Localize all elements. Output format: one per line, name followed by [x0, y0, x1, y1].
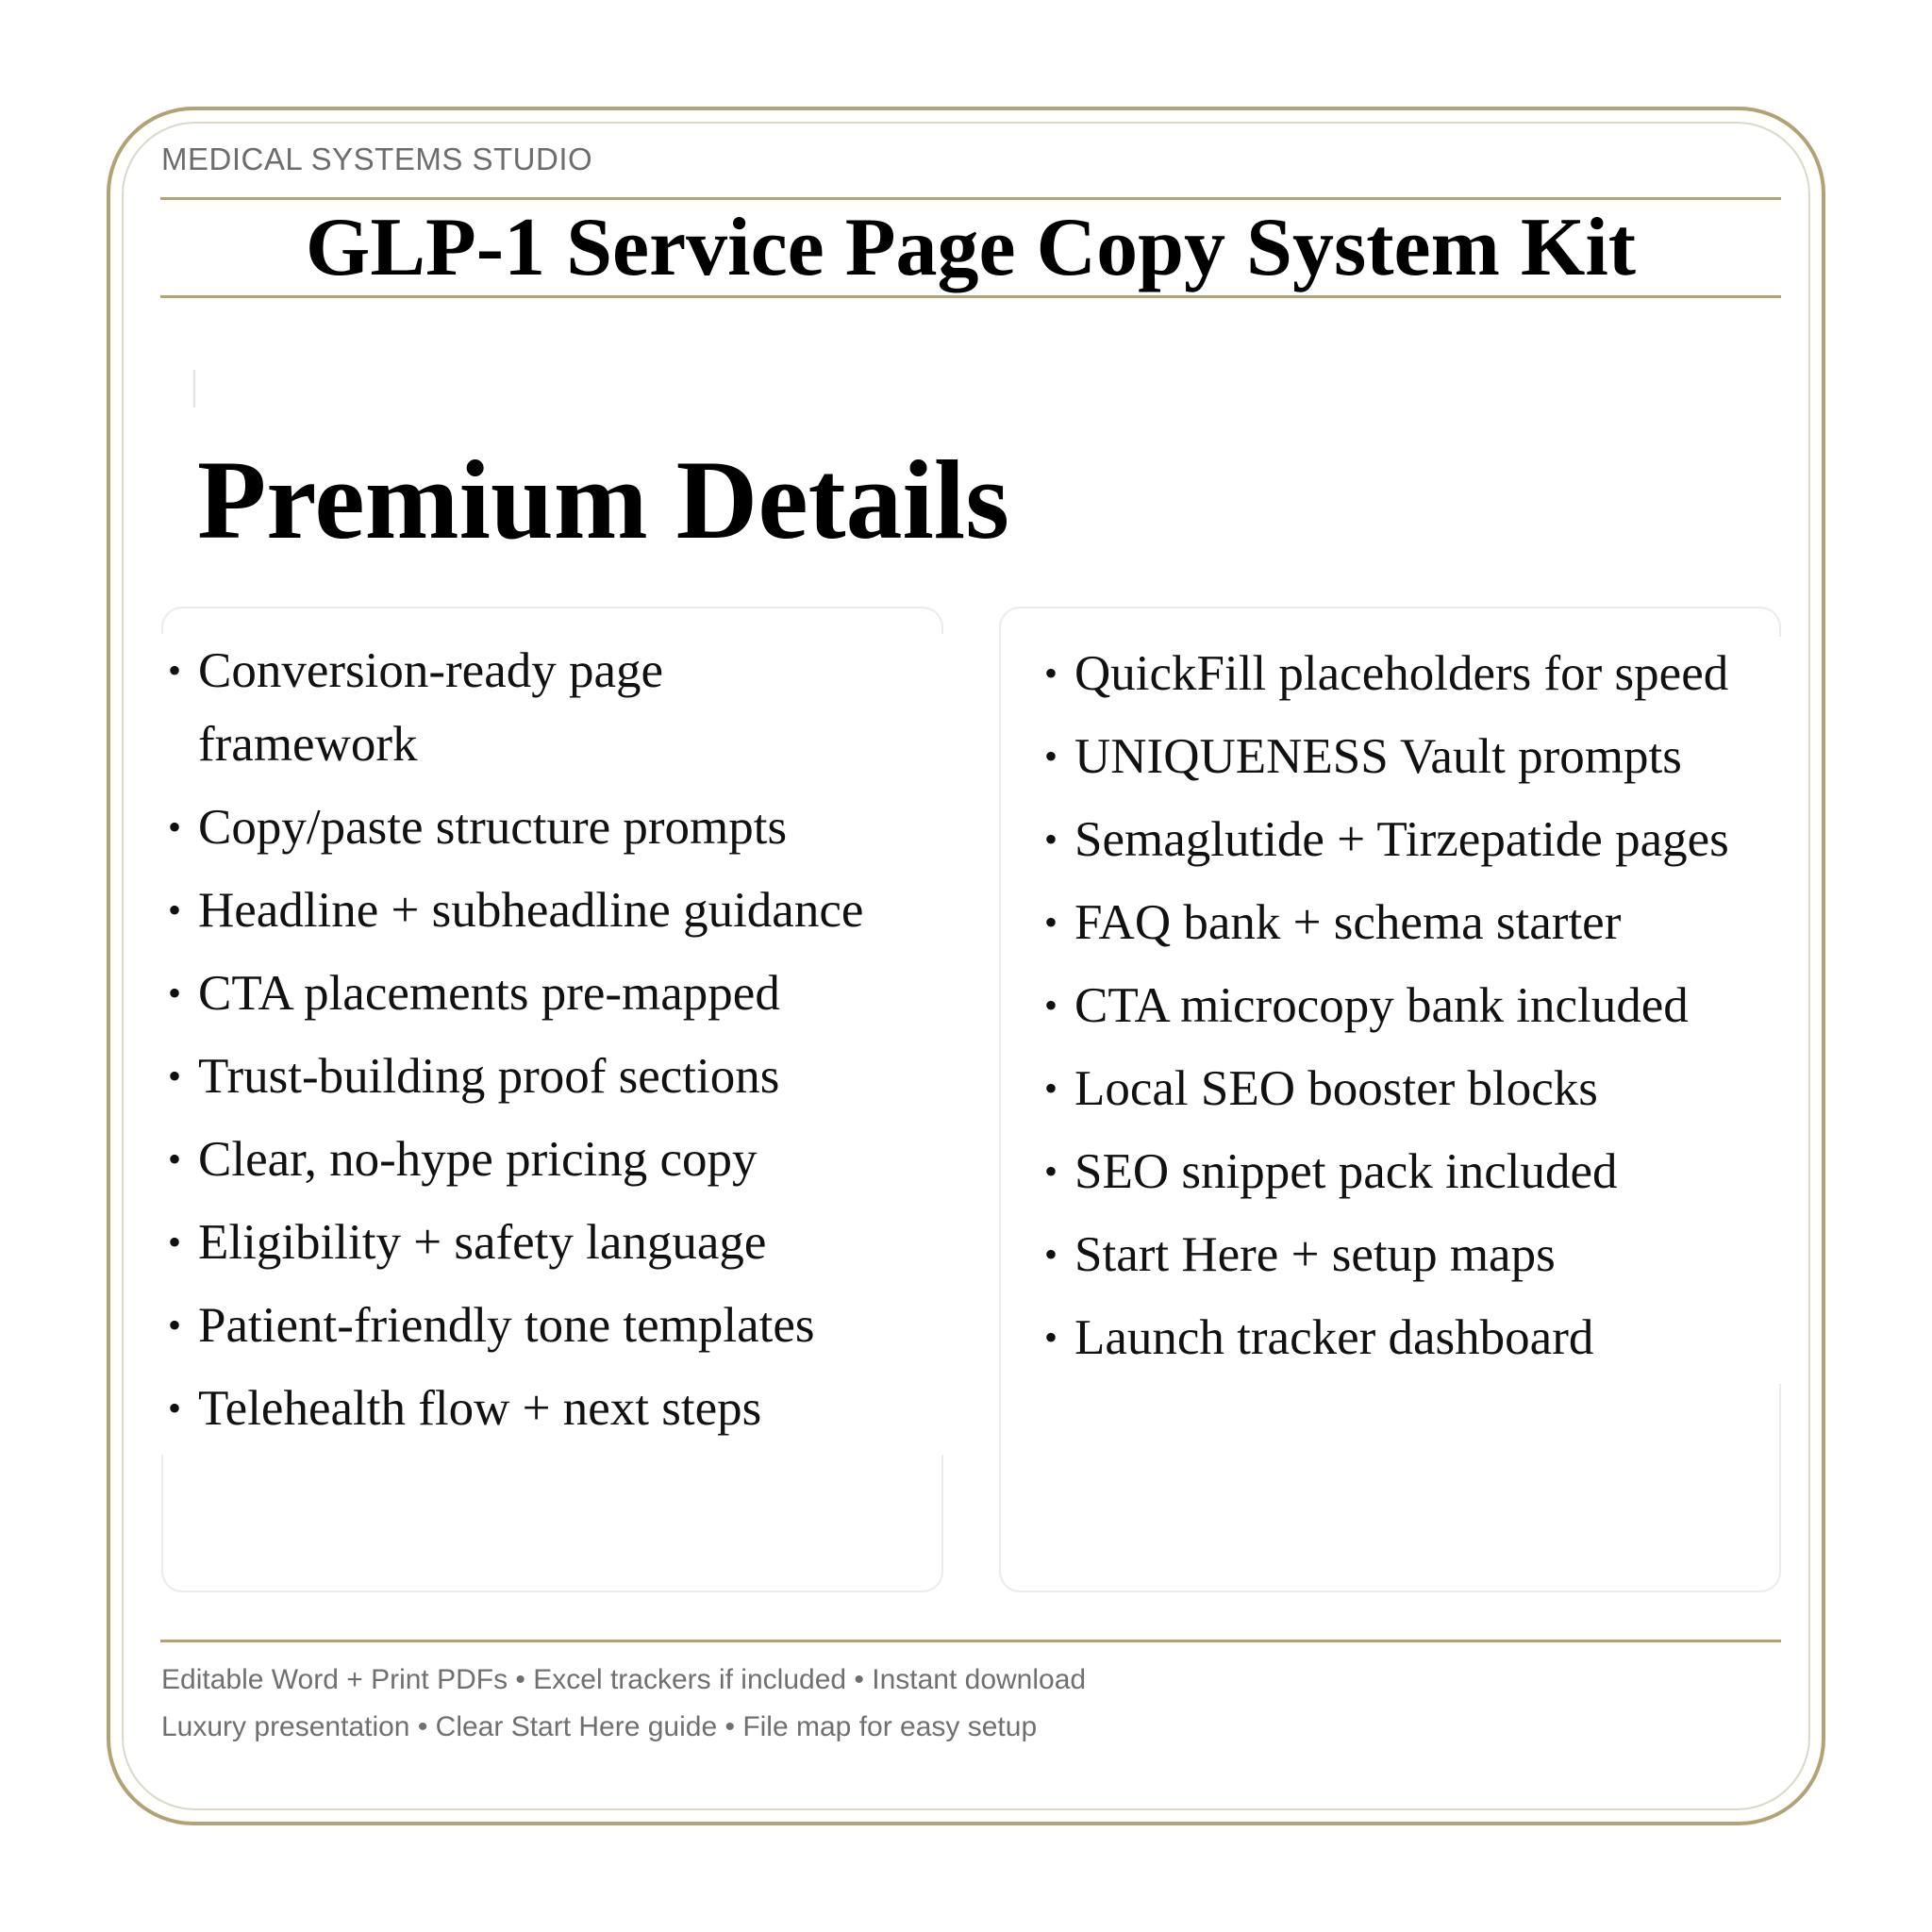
bullet-icon: •	[168, 1387, 182, 1429]
bullet-icon: •	[1044, 901, 1058, 943]
bullet-icon: •	[1044, 652, 1058, 694]
list-item	[1037, 1301, 1791, 1374]
footer-rule	[160, 1640, 1781, 1642]
bullet-icon: •	[168, 1055, 182, 1097]
list-item-text: Eligibility + safety language	[198, 1215, 767, 1270]
list-item-text: QuickFill placeholders for speed	[1074, 646, 1729, 701]
list-item	[1037, 1135, 1791, 1208]
list-item-text: CTA placements pre-mapped	[198, 966, 780, 1021]
bullet-icon: •	[1044, 1067, 1058, 1109]
title-rule-bottom	[160, 295, 1781, 298]
list-item	[1037, 886, 1791, 959]
list-item	[160, 1289, 948, 1362]
list-item-text: Semaglutide + Tirzepatide pages	[1074, 812, 1729, 867]
list-item	[160, 1040, 948, 1113]
list-item	[160, 874, 948, 947]
list-item-text: Patient-friendly tone templates	[198, 1298, 815, 1353]
list-item-text: UNIQUENESS Vault prompts	[1074, 729, 1682, 784]
bullet-icon: •	[1044, 1233, 1058, 1275]
footer-line-1: Editable Word + Print PDFs • Excel trackers if included • Instant download	[161, 1664, 1087, 1695]
footer-line-2: Luxury presentation • Clear Start Here guide • File map for easy setup	[161, 1711, 1038, 1742]
bullet-icon: •	[1044, 984, 1058, 1026]
list-item-text: Start Here + setup maps	[1074, 1227, 1556, 1282]
list-item	[160, 634, 783, 781]
list-item	[160, 1123, 948, 1196]
list-item	[160, 791, 948, 864]
list-item-text: Copy/paste structure prompts	[198, 800, 788, 855]
list-item-text: SEO snippet pack included	[1074, 1144, 1618, 1199]
bullet-icon: •	[168, 1138, 182, 1180]
list-item	[1037, 720, 1791, 793]
section-marker	[193, 370, 195, 408]
bullet-icon: •	[1044, 1150, 1058, 1192]
bullet-icon: •	[168, 649, 182, 691]
bullet-icon: •	[168, 806, 182, 848]
list-item-text: Clear, no-hype pricing copy	[198, 1132, 758, 1187]
section-title: Premium Details	[197, 437, 1009, 562]
list-item	[1037, 803, 1791, 876]
list-item-text: Launch tracker dashboard	[1074, 1310, 1594, 1365]
list-item-text: Conversion-ready page framework	[198, 643, 664, 772]
list-item	[160, 957, 948, 1030]
list-item-text: Headline + subheadline guidance	[198, 883, 864, 938]
list-item	[160, 1372, 948, 1445]
list-item	[1037, 637, 1791, 710]
list-item	[160, 1206, 948, 1279]
bullet-icon: •	[168, 972, 182, 1014]
left-feature-list	[160, 634, 948, 1455]
list-item	[1037, 969, 1791, 1042]
bullet-icon: •	[168, 1221, 182, 1263]
list-item-text: Local SEO booster blocks	[1074, 1061, 1598, 1116]
list-item	[1037, 1052, 1791, 1125]
brand-label: MEDICAL SYSTEMS STUDIO	[161, 142, 593, 176]
bullet-icon: •	[1044, 1316, 1058, 1358]
list-item-text: FAQ bank + schema starter	[1074, 895, 1622, 950]
page-title: GLP-1 Service Page Copy System Kit	[305, 201, 1637, 293]
list-item	[1037, 1218, 1791, 1291]
bullet-icon: •	[1044, 818, 1058, 860]
bullet-icon: •	[168, 889, 182, 931]
bullet-icon: •	[1044, 735, 1058, 777]
bullet-icon: •	[168, 1304, 182, 1346]
list-item-text: Trust-building proof sections	[198, 1049, 780, 1104]
list-item-text: CTA microcopy bank included	[1074, 978, 1689, 1033]
list-item-text: Telehealth flow + next steps	[198, 1381, 762, 1436]
right-feature-list	[1037, 637, 1791, 1384]
